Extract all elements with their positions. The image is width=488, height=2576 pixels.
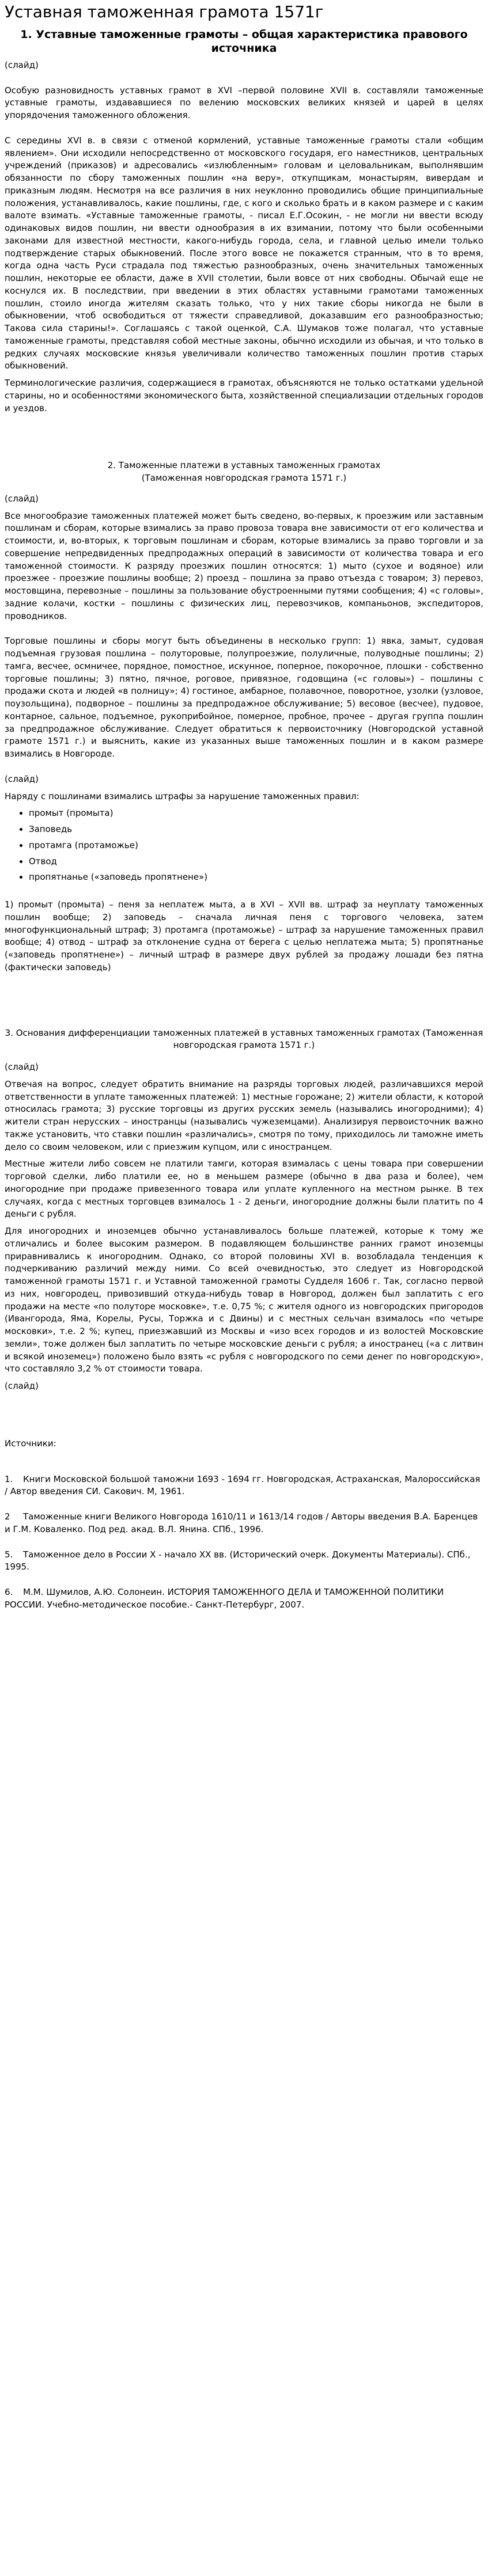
source-item bbox=[5, 1473, 483, 1499]
source-item bbox=[5, 1511, 483, 1536]
source-item bbox=[5, 1549, 483, 1574]
section-1-paragraph: С середины XVI в. в связи с отменой кормлений, уставные таможенные грамоты стали «общим явлением». Они исходили непосредственно от московского государя, его наместников, центральных учреждений (приказов) и адресовались «излюбленным» головам и целовальникам, выполнявшим обязанности по сбору таможенных пошлин «на веру», откупщикам, монастырям, вивердам и приказным людям. Несмотря на все различия в них неуклонно проводились общие принципиальные положения, устанавливалось, какие пошлины, где, с кого и сколько брать и в каком размере и с каким валоте взимать. «Уставные таможенные грамоты, - писал Е.Г.Осокин, - не могли ни ввести всюду одинаковых видов пошлин, ни ввести однообразия в их взимании, потому что были особенными законами для известной местности, какого-нибудь города, села, и главной целью имели только подтверждение старых обыкновений. После этого вовсе не покажется странным, что в то время, когда одна часть Руси страдала под тяжестью разнообразных, очень значительных таможенных пошлин, некоторые ее области, даже в XVII столетии, были вовсе от них свободны. Обычай еще не коснулся их. В последствии, при введении в этих областях уставными грамотами таможенных пошлин, стоило иногда жителям сказать только, что у них такие сборы никогда не были в обыкновении, чтоб освободиться от тяжести справедливой, доказавшим его разнообразностью; Такова сила старины!». Соглашаясь с такой оценкой, С.А. Шумаков тоже полагал, что уставные таможенные грамоты, представляя собой местные законы, обычно исходили из обычая, и что только в редких случаях московские князья увеличивали количество таможенных пошлин против старых обыкновений. bbox=[5, 135, 483, 371]
source-number: 5. bbox=[5, 1549, 13, 1560]
sources-list bbox=[5, 1473, 483, 1612]
sources bbox=[5, 1438, 483, 1612]
fines-intro: Наряду с пошлинами взимались штрафы за нарушение таможенных правил: bbox=[5, 791, 360, 801]
section-3 bbox=[5, 1027, 483, 1393]
slide-label: (слайд) bbox=[5, 1062, 39, 1073]
section-1-paragraph: Особую разновидность уставных грамот в XVI –первой половине XVII в. составляли таможенные уставные грамоты, издававшиеся по велению московских великих князей и царей в целях упорядочения таможенного обложения. bbox=[5, 85, 483, 121]
list-item: • промыт (промыта) bbox=[29, 807, 483, 820]
source-text: М.М. Шумилов, А.Ю. Солонеин. ИСТОРИЯ ТАМОЖЕННОГО ДЕЛА И ТАМОЖЕННОЙ ПОЛИТИКИ РОССИИ. Учебно-методическое пособие.- Санкт-Петербург, 2007. bbox=[5, 1587, 444, 1610]
section-2-heading-line: (Таможенная новгородская грамота 1571 г.) bbox=[141, 473, 347, 484]
section-1-heading: 1. Уставные таможенные грамоты – общая характеристика правового источника bbox=[20, 28, 468, 55]
section-2-heading-line: 2. Таможенные платежи в уставных таможенных грамотах bbox=[107, 460, 381, 471]
source-number: 6. bbox=[5, 1587, 13, 1598]
source-number: 2 bbox=[5, 1511, 10, 1522]
list-item: • протамга (протаможье) bbox=[29, 839, 483, 852]
section-3-paragraph: Местные жители либо совсем не платили тамги, которая взималась с цены товара при совершении торговой сделки, либо платили ее, но в меньшем размере (обычно в два раза и более), чем иногородние при продаже привезенного товара или уплате купленного на местном рынке. В тех случаях, когда с местных торговцев взималось 1 - 2 деньги, иногородние должны были платить по 4 деньги с рубля. bbox=[5, 1158, 483, 1219]
section-3-paragraph: Для иногородних и иноземцев обычно устанавливалось больше платежей, которые к тому же отличались и более высоким размером. В подавляющем большинстве ранних грамот иноземцы приравнивались к иногородним. Однако, со второй половины XVI в. возобладала тенденция к подчеркиванию различий между ними. Со всей очевидностью, это следует из Новгородской таможенной грамоты 1571 г. и Уставной таможенной грамоты Судделя 1606 г. Так, согласно первой из них, новгородец, привозивший откуда-нибудь товар в Новгород, должен был заплатить с его продажи на месте «по полуторе московке», т.е. 0,75 %; с жителя одного из новгородских пригородов (Ивангорода, Ямa, Корелы, Русы, Торжка и с Двины) и с местных сельчан взималось «по четыре московки», т.е. 2 %; купец, приезжавший из Москвы и «изо всех городов и из волостей Московские земли», тоже должен был заплатить по четыре московские деньги с рубля; а иностранец («а с литвин и всякой иноземец») положено было взять «с рубля с новгородского по семи денег по новгородскую», что составляло 3,2 % от стоимости товара. bbox=[5, 1226, 483, 1374]
source-text: Книги Московской большой таможни 1693 - 1694 гг. Новгородская, Астраханская, Малороссийская / Автор введения СИ. Сакович. М, 1961. bbox=[5, 1473, 481, 1497]
slide-label: (слайд) bbox=[5, 493, 39, 504]
list-item: • Отвод bbox=[29, 856, 483, 868]
source-number: 1. bbox=[5, 1473, 13, 1484]
slide-label: (слайд) bbox=[5, 1381, 39, 1392]
section-2-paragraph: Торговые пошлины и сборы могут быть объединены в несколько групп: 1) явка, замыт, судовая подъемная грузовая пошлина – полуторовые, полупроезжие, полуличные, полуводные пошлины; 2) тамга, весчее, осмничее, порядное, помостное, искунное, поперное, покорочное, плошки - собственно торговые пошлины; 3) пятно, пячное, роговое, привязное, годовщина («с головы») – пошлины с продажи скота и людей «в полницу»; 4) гостиное, амбарное, полавочное, поворотное, узолки (узловое, поузольщина), подворное – пошлины за предпродажное обслуживание; 5) весовое (весчее), пудовое, контарное, сальное, подъемное, рукоприбойное, померное, пробное, прочее – другая группа пошлин за предпродажное обслуживание. Следует обратиться к первоисточнику (Новгородской уставной грамоте 1571 г.) и выяснить, какие из указанных выше таможенных пошлин и в каком размере взимались в Новгороде. bbox=[5, 636, 483, 759]
section-1 bbox=[5, 28, 483, 415]
slide-label: (слайд) bbox=[5, 59, 39, 70]
list-item: • Заповедь bbox=[29, 823, 483, 836]
section-3-paragraph: Отвечая на вопрос, следует обратить внимание на разряды торговых людей, различавшихся мерой ответственности в уплате таможенных платежей: 1) местные горожане; 2) жители области, к которой относилась грамота; 3) русские торговцы из других русских земель (назывались иногородними); 4) жители стран нерусских – иностранцы (назывались чужеземцами). Анализируя первоисточник важно также установить, что ставки пошлин «различались», смотря по тому, приходилось ли таможне иметь дело со своим человеком, или с приезжим купцом, или с иностранцем. bbox=[5, 1078, 483, 1152]
page-title: Уставная таможенная грамота 1571г bbox=[5, 2, 324, 21]
section-1-paragraph: Терминологические различия, содержащиеся в грамотах, объясняются не только остатками удельной старины, но и особенностями экономического быта, хозяйственной специализации отдельных городов и уездов. bbox=[5, 378, 483, 413]
slide-label: (слайд) bbox=[5, 773, 39, 784]
section-2-paragraph: Все многообразие таможенных платежей может быть сведено, во-первых, к проезжим или заставным пошлинам и сборам, которые взимались за право провоза товара вне зависимости от его количества и стоимости, и, во-вторых, к торговым пошлинам и сборам, которые взимались за право торговли и за совершение непредвиденных предпродажных операций в зависимости от количества товара и его таможенной стоимости. К разряду проезжих пошлин относятся: 1) мыто (сухое и водяное) или проезжее - проезжие пошлины вообще; 2) проезд – пошлина за право отъезда с товаром; 3) перевоз, мостовщина, перевозные – пошлины за пользование обустроенными путями сообщения; 4) «с головы», задние колачи, костки – пошлины с физических лиц, перевозчиков, компаньонов, экспедиторов, проводников. bbox=[5, 510, 483, 621]
source-text: Таможенное дело в России X - начало XX вв. (Исторический очерк. Документы Материалы). СПб., 1995. bbox=[5, 1549, 471, 1572]
sources-title: Источники: bbox=[5, 1438, 56, 1449]
fines-explained: 1) промыт (промыта) – пеня за неплатеж мыта, а в XVI – XVII вв. штраф за неуплату таможенных пошлин вообще; 2) заповедь – сначала личная пеня с торгового человека, затем многофункциональный штраф; 3) протамга (протаможье) – штраф за нарушение таможенных правил вообще; 4) отвод – штраф за отклонение судна от берега с целью неплатежа мыта; 5) пропятнанье («заповедь пропятнене») – личный штраф в размере двух рублей за продажу лошади без пятна (фактически заповедь) bbox=[5, 899, 483, 972]
list-item: • пропятнанье («заповедь пропятнене») bbox=[29, 871, 483, 884]
source-item bbox=[5, 1586, 483, 1612]
section-2 bbox=[5, 459, 483, 974]
section-3-heading: 3. Основания дифференциации таможенных платежей в уставных таможенных грамотах (Таможенная новгородская грамота 1571 г.) bbox=[5, 1027, 483, 1051]
source-text: Таможенные книги Великого Новгорода 1610/11 и 1613/14 годов / Авторы введения В.А. Баренцев и Г.М. Коваленко. Под ред. акад. В.Л. Янина. СПб., 1996. bbox=[5, 1511, 478, 1534]
fines-list bbox=[5, 807, 483, 884]
section-2-heading bbox=[5, 459, 483, 485]
